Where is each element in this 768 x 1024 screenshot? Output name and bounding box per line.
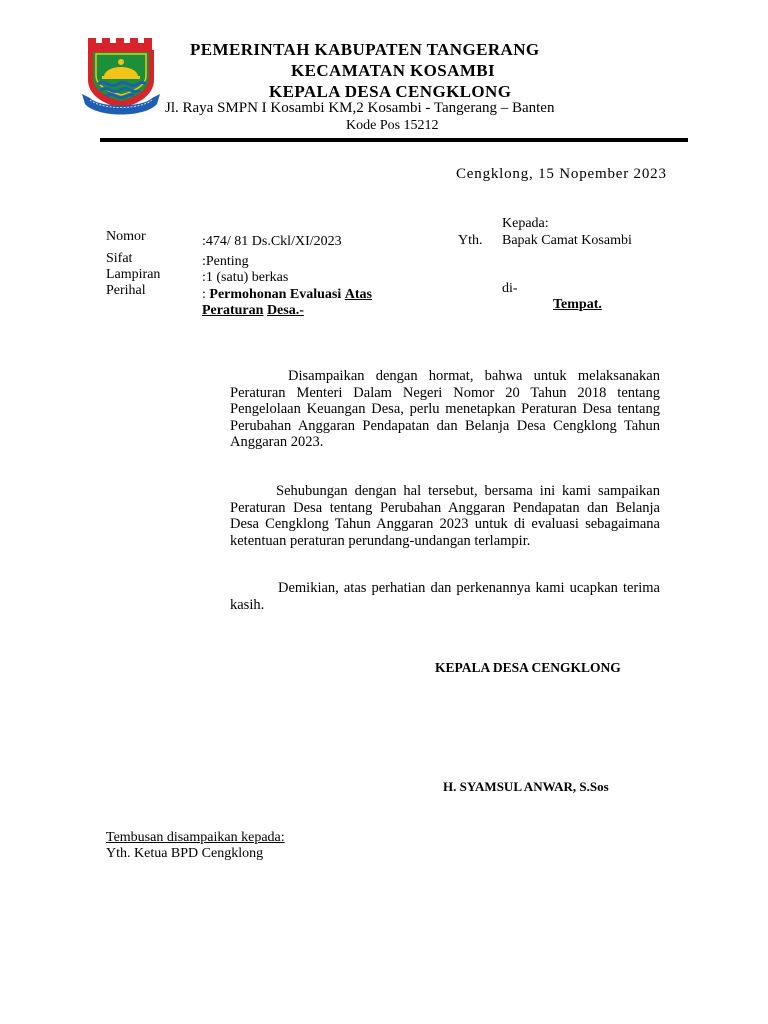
perihal-word-desa: Desa.- — [266, 303, 304, 318]
recipient-name: Bapak Camat Kosambi — [502, 233, 632, 248]
perihal-label: Perihal — [106, 283, 146, 298]
perihal-word-permohonan: Permohonan — [209, 287, 287, 302]
sifat-label: Sifat — [106, 251, 133, 266]
perihal-word-peraturan: Peraturan — [202, 303, 264, 318]
perihal-value-line2 — [202, 303, 304, 319]
signature-title: KEPALA DESA CENGKLONG — [435, 660, 621, 675]
letterhead-district: KECAMATAN KOSAMBI — [291, 61, 496, 80]
signature-name: H. SYAMSUL ANWAR, S.Sos — [443, 779, 609, 794]
recipient-kepada: Kepada: — [502, 216, 549, 231]
cc-item: Yth. Ketua BPD Cengklong — [106, 846, 264, 861]
letterhead-divider — [100, 138, 688, 142]
letterhead-postal-code: Kode Pos 15212 — [346, 118, 439, 133]
recipient-tempat: Tempat. — [553, 297, 602, 312]
letterhead-village-head: KEPALA DESA CENGKLONG — [269, 82, 512, 101]
perihal-prefix: : — [202, 287, 210, 302]
letter-date: Cengklong, 15 Nopember 2023 — [456, 166, 667, 182]
perihal-value-line1 — [202, 287, 372, 303]
nomor-value: :474/ 81 Ds.Ckl/XI/2023 — [202, 234, 342, 249]
body-paragraph-1: Disampaikan dengan hormat, bahwa untuk melaksanakan Peraturan Menteri Dalam Negeri Nomor 20 Tahun 2018 tentang Pengelolaan Keuangan Desa, perlu menetapkan Peraturan Desa tentang Perubahan Anggaran Pendapatan dan Belanja Desa Cengklong Tahun Anggaran 2023. — [230, 368, 660, 450]
sifat-value: :Penting — [202, 254, 249, 269]
letterhead-address: Jl. Raya SMPN I Kosambi KM,2 Kosambi - Tangerang – Banten — [165, 100, 555, 116]
perihal-word-evaluasi: Evaluasi — [289, 287, 342, 302]
body-paragraph-2: Sehubungan dengan hal tersebut, bersama ini kami sampaikan Peraturan Desa tentang Perubahan Anggaran Pendapatan dan Belanja Desa Cengklong Tahun Anggaran 2023 untuk di evaluasi sebagaimana ketentuan peraturan perundang-undangan terlampir. — [230, 483, 660, 549]
nomor-label: Nomor — [106, 229, 146, 244]
lampiran-value: :1 (satu) berkas — [202, 270, 289, 285]
cc-heading: Tembusan disampaikan kepada: — [106, 830, 285, 845]
letterhead-government: PEMERINTAH KABUPATEN TANGERANG — [190, 40, 540, 59]
recipient-di: di- — [502, 281, 518, 296]
perihal-word-atas: Atas — [344, 287, 372, 302]
tangerang-regency-emblem-icon — [80, 34, 162, 124]
lampiran-label: Lampiran — [106, 267, 161, 282]
regency-emblem-logo — [80, 34, 162, 124]
body-paragraph-3: Demikian, atas perhatian dan perkenannya kami ucapkan terima kasih. — [230, 580, 660, 613]
recipient-yth: Yth. — [458, 233, 483, 248]
